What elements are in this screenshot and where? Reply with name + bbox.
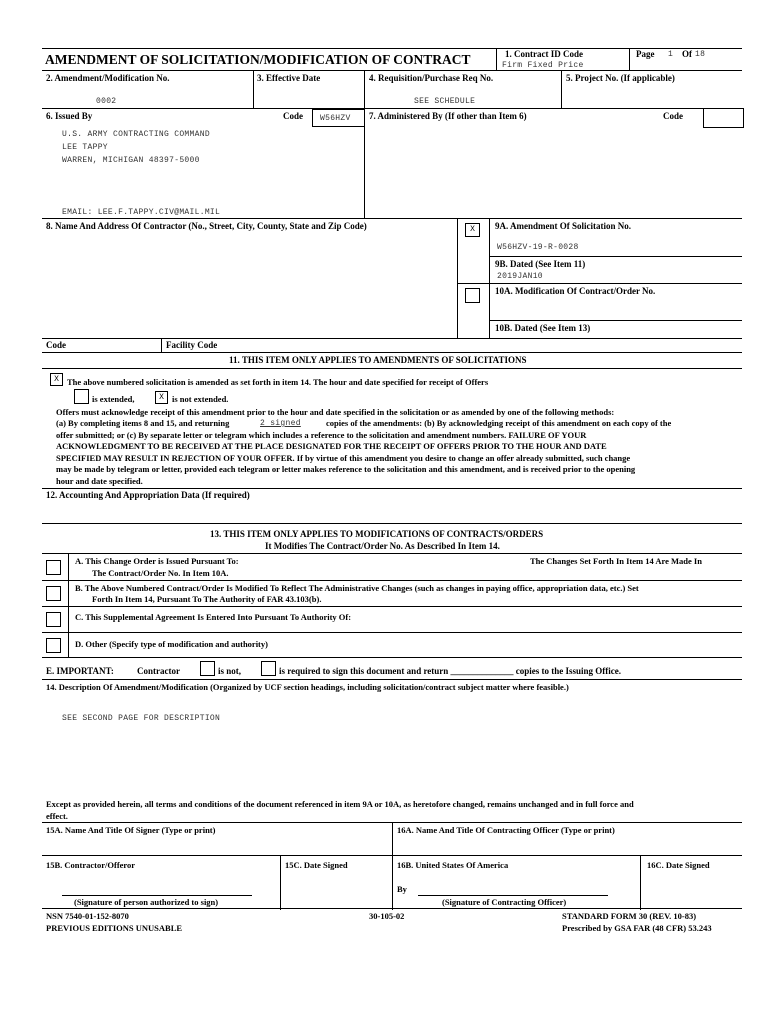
rule xyxy=(280,855,281,910)
rule xyxy=(392,822,393,910)
solicitation-amended-checkbox[interactable]: X xyxy=(50,373,63,386)
item11-paragraph: SPECIFIED MAY RESULT IN REJECTION OF YOUR OFFER. If by virtue of this amendment you desire to change an offer already submitted, such change xyxy=(56,453,631,463)
rule xyxy=(364,108,365,218)
item11-paragraph: hour and date specified. xyxy=(56,476,143,486)
rule xyxy=(42,908,742,909)
not-extended-checkbox[interactable]: X xyxy=(155,391,168,404)
change-order-checkbox[interactable] xyxy=(46,560,61,575)
form-title: AMENDMENT OF SOLICITATION/MODIFICATION OF CONTRACT xyxy=(45,52,471,67)
item11-paragraph: (a) By completing items 8 and 15, and returning xyxy=(56,418,230,428)
officer-signature-line[interactable] xyxy=(418,895,608,896)
item11-paragraph: copies of the amendments: (b) By acknowledging receipt of this amendment on each copy of the xyxy=(326,418,672,428)
item13-subheading: It Modifies The Contract/Order No. As Described In Item 14. xyxy=(265,541,500,551)
issuer-address-line: U.S. ARMY CONTRACTING COMMAND xyxy=(62,130,210,139)
item11-paragraph: offer submitted; or (c) By separate letter or telegram which includes a reference to the solicitation and amendment numbers. FAILURE OF YOUR xyxy=(56,430,587,440)
issued-by-label: 6. Issued By xyxy=(46,111,93,121)
rule xyxy=(640,855,641,910)
terms-statement: Except as provided herein, all terms and conditions of the document referenced in item 9A or 10A, as heretofore changed, remains unchanged and in full force and xyxy=(46,799,634,809)
issued-code-value: W56HZV xyxy=(320,114,351,123)
item13d-label: D. Other (Specify type of modification and authority) xyxy=(75,639,268,649)
administered-code-box xyxy=(703,108,744,128)
amendment-no-value: 0002 xyxy=(96,97,117,106)
is-extended-checkbox[interactable] xyxy=(74,389,89,404)
issuer-address-line: LEE TAPPY xyxy=(62,143,108,152)
item13a-line2: The Contract/Order No. In Item 10A. xyxy=(92,568,229,578)
item13c-label: C. This Supplemental Agreement Is Entered Into Pursuant To Authority Of: xyxy=(75,612,352,622)
item13b-label: B. The Above Numbered Contract/Order Is Modified To Reflect The Administrative Changes (such as changes in paying office, appropriation data, etc.) Set xyxy=(75,583,639,593)
item13a-label: A. This Change Order is Issued Pursuant To: xyxy=(75,556,239,566)
prescribed-by-label: Prescribed by GSA FAR (48 CFR) 53.243 xyxy=(562,923,712,933)
rule xyxy=(161,338,162,352)
rule xyxy=(561,70,562,108)
issuer-address-line: WARREN, MICHIGAN 48397-5000 xyxy=(62,156,200,165)
terms-statement-end: effect. xyxy=(46,811,68,821)
page-label: Page xyxy=(636,49,655,59)
standard-form-label: STANDARD FORM 30 (REV. 10-83) xyxy=(562,911,697,921)
officer-date-label: 16C. Date Signed xyxy=(647,860,710,870)
rule xyxy=(42,632,742,633)
of-label: Of xyxy=(682,49,692,59)
facility-code-label: Facility Code xyxy=(166,340,218,350)
copies-value: 2 signed xyxy=(260,419,301,428)
rule xyxy=(42,855,742,856)
rule xyxy=(42,488,742,489)
item11-paragraph: Offers must acknowledge receipt of this amendment prior to the hour and date specified in the solicitation or as amended by one of the following methods: xyxy=(56,407,615,417)
item13a-right: The Changes Set Forth In Item 14 Are Made In xyxy=(530,556,702,566)
contractor-date-label: 15C. Date Signed xyxy=(285,860,348,870)
amendment-no-label: 2. Amendment/Modification No. xyxy=(46,73,170,83)
contractor-is-required-checkbox[interactable] xyxy=(261,661,276,676)
signer-name-label: 15A. Name And Title Of Signer (Type or print) xyxy=(46,825,216,835)
rule xyxy=(42,218,742,219)
rule xyxy=(489,320,742,321)
united-states-label: 16B. United States Of America xyxy=(397,860,509,870)
officer-signature-caption: (Signature of Contracting Officer) xyxy=(442,897,567,907)
dated-9b-value: 2019JAN10 xyxy=(497,272,543,281)
rule xyxy=(42,70,742,71)
rule xyxy=(496,48,497,70)
supplemental-agreement-checkbox[interactable] xyxy=(46,612,61,627)
by-label: By xyxy=(397,884,407,894)
contractor-label: Contractor xyxy=(137,666,180,676)
rule xyxy=(489,256,742,257)
contract-id-value: Firm Fixed Price xyxy=(502,61,584,70)
page-number: 1 xyxy=(668,50,674,59)
description-value: SEE SECOND PAGE FOR DESCRIPTION xyxy=(62,714,221,723)
is-required-label: is required to sign this document and return ______________ copies to the Issuing Office. xyxy=(279,666,622,676)
item11-heading: 11. THIS ITEM ONLY APPLIES TO AMENDMENTS OF SOLICITATIONS xyxy=(229,355,527,365)
issuer-email: EMAIL: LEE.F.TAPPY.CIV@MAIL.MIL xyxy=(62,208,221,217)
rule xyxy=(629,48,630,70)
item11-paragraph: may be made by telegram or letter, provided each telegram or letter makes reference to the solicitation and this amendment, and is received prior to the opening xyxy=(56,464,636,474)
other-modification-checkbox[interactable] xyxy=(46,638,61,653)
item11-paragraph: ACKNOWLEDGMENT TO BE RECEIVED AT THE PLACE DESIGNATED FOR THE RECEIPT OF OFFERS PRIOR TO THE HOUR AND DATE xyxy=(56,441,607,451)
contractor-signature-line[interactable] xyxy=(62,895,252,896)
item11-line: The above numbered solicitation is amended as set forth in item 14. The hour and date specified for receipt of Offers xyxy=(67,377,489,387)
administered-code-label: Code xyxy=(663,111,683,121)
rule xyxy=(42,338,742,339)
contractor-signature-caption: (Signature of person authorized to sign) xyxy=(74,897,219,907)
page-total: 18 xyxy=(695,50,706,59)
accounting-label: 12. Accounting And Appropriation Data (If required) xyxy=(46,490,250,500)
previous-editions-note: PREVIOUS EDITIONS UNUSABLE xyxy=(46,923,183,933)
important-label: E. IMPORTANT: xyxy=(46,666,114,676)
modification-checkbox[interactable] xyxy=(465,288,480,303)
item13b-line2: Forth In Item 14, Pursuant To The Authority of FAR 43.103(b). xyxy=(92,594,322,604)
modification-no-label: 10A. Modification Of Contract/Order No. xyxy=(495,286,656,296)
contract-id-label: 1. Contract ID Code xyxy=(505,49,583,59)
officer-name-label: 16A. Name And Title Of Contracting Officer (Type or print) xyxy=(397,825,615,835)
rule xyxy=(253,70,254,108)
requisition-label: 4. Requisition/Purchase Req No. xyxy=(369,73,494,83)
contractor-offeror-label: 15B. Contractor/Offeror xyxy=(46,860,136,870)
administered-by-label: 7. Administered By (If other than Item 6) xyxy=(369,111,527,121)
requisition-value: SEE SCHEDULE xyxy=(414,97,476,106)
solicitation-no-label: 9A. Amendment Of Solicitation No. xyxy=(495,221,631,231)
rule xyxy=(457,283,742,284)
amendment-checkbox[interactable]: X xyxy=(465,223,480,237)
issued-code-label: Code xyxy=(283,111,303,121)
rule xyxy=(42,368,742,369)
rule xyxy=(42,606,742,607)
form-code: 30-105-02 xyxy=(369,911,405,921)
not-extended-label: is not extended. xyxy=(172,394,229,404)
admin-change-checkbox[interactable] xyxy=(46,586,61,601)
project-no-label: 5. Project No. (If applicable) xyxy=(566,73,675,83)
nsn-number: NSN 7540-01-152-8070 xyxy=(46,911,129,921)
is-extended-label: is extended, xyxy=(92,394,135,404)
rule xyxy=(42,657,742,658)
dated-10b-label: 10B. Dated (See Item 13) xyxy=(495,323,591,333)
rule xyxy=(42,108,742,109)
rule xyxy=(42,523,742,524)
contractor-is-not-checkbox[interactable] xyxy=(200,661,215,676)
item13-heading: 13. THIS ITEM ONLY APPLIES TO MODIFICATIONS OF CONTRACTS/ORDERS xyxy=(210,529,544,539)
is-not-label: is not, xyxy=(218,666,242,676)
contractor-address-label: 8. Name And Address Of Contractor (No., Street, City, County, State and Zip Code) xyxy=(46,221,367,231)
rule xyxy=(42,352,742,353)
dated-9b-label: 9B. Dated (See Item 11) xyxy=(495,259,586,269)
rule xyxy=(42,679,742,680)
solicitation-no-value: W56HZV-19-R-0028 xyxy=(497,243,579,252)
effective-date-label: 3. Effective Date xyxy=(257,73,321,83)
rule xyxy=(457,218,458,338)
rule xyxy=(42,580,742,581)
rule xyxy=(364,70,365,108)
rule xyxy=(42,553,742,554)
description-label: 14. Description Of Amendment/Modification (Organized by UCF section headings, including solicitation/contract subject matter where feasible.) xyxy=(46,682,569,692)
rule xyxy=(68,553,69,657)
contractor-code-label: Code xyxy=(46,340,66,350)
